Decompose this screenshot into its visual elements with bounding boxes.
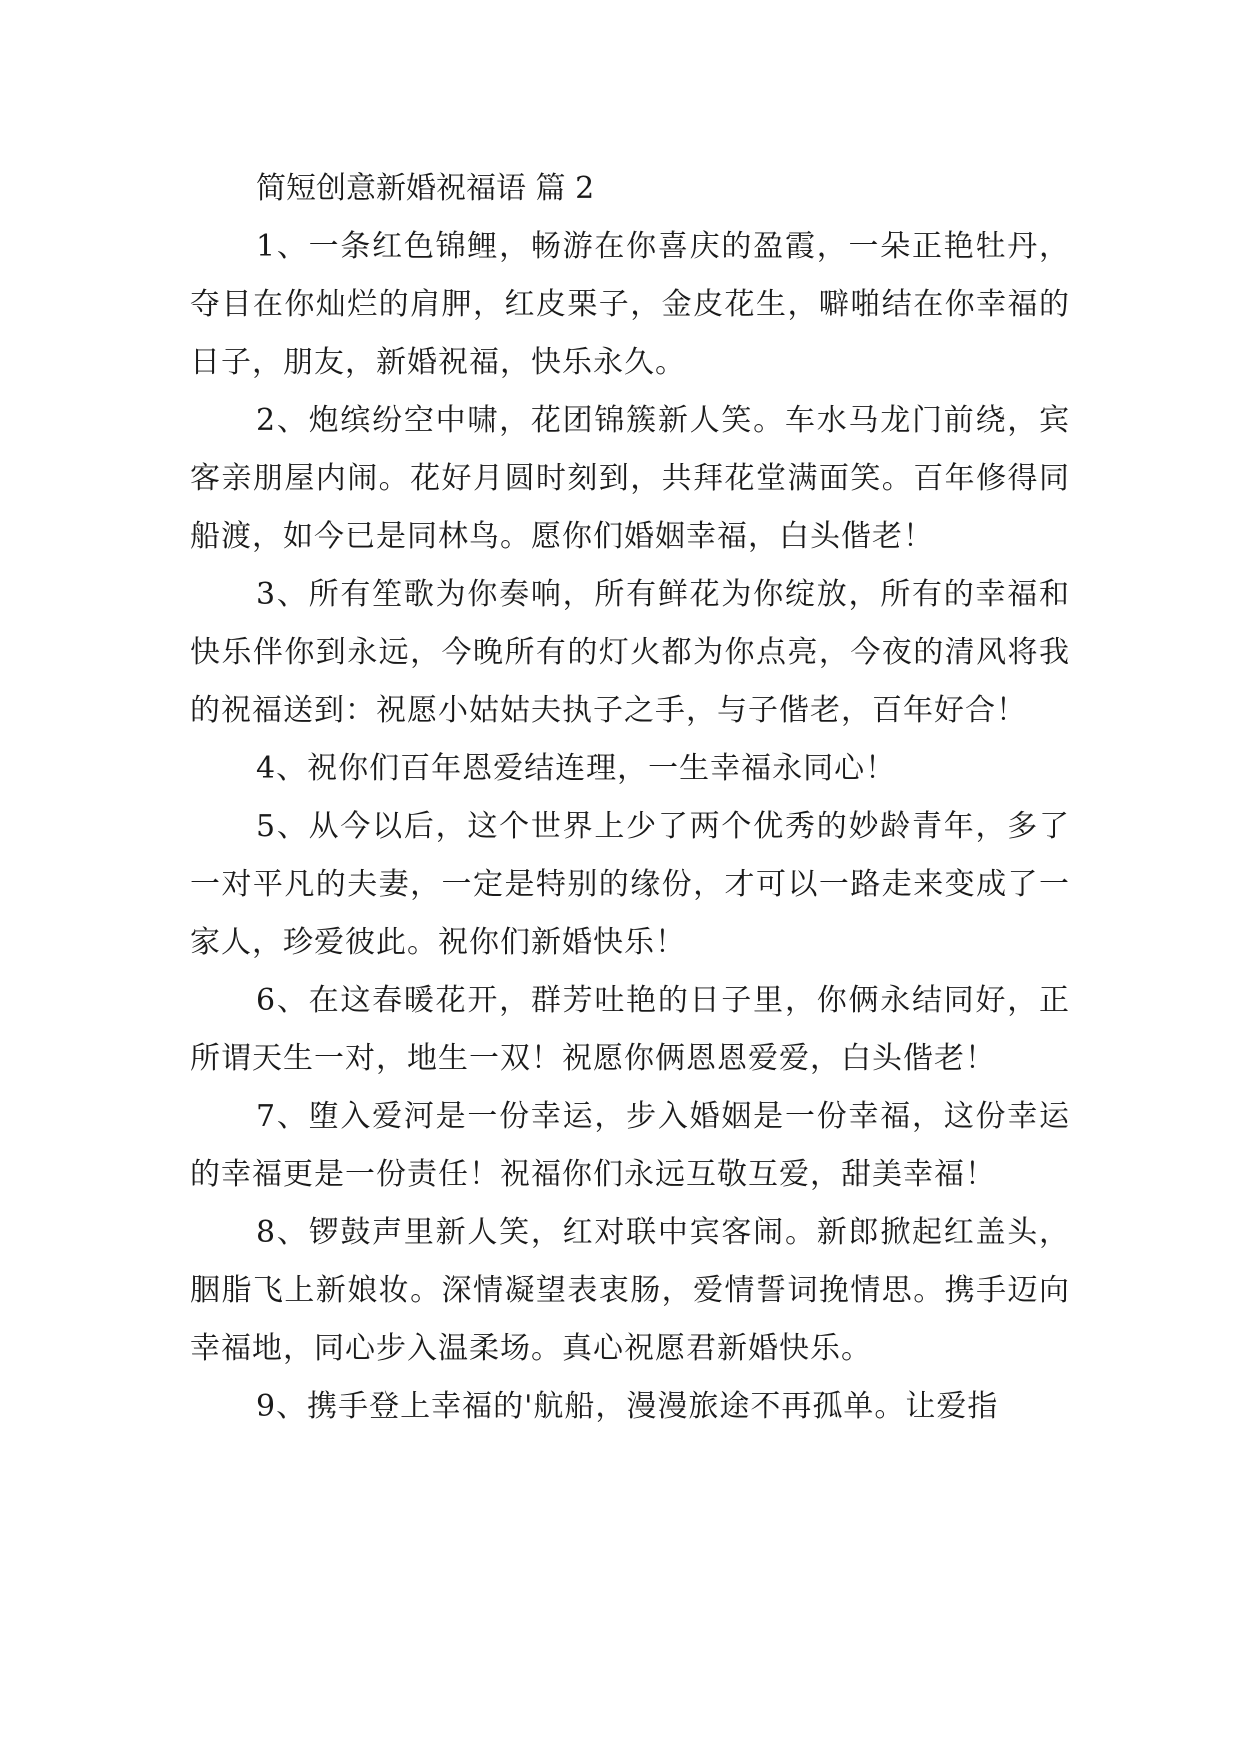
paragraph-6: 6、在这春暖花开，群芳吐艳的日子里，你俩永结同好，正所谓天生一对，地生一双！祝愿你俩恩恩爱爱，白头偕老！ bbox=[190, 983, 1070, 1076]
paragraph-5: 5、从今以后，这个世界上少了两个优秀的妙龄青年，多了一对平凡的夫妻，一定是特别的缘份，才可以一路走来变成了一家人，珍爱彼此。祝你们新婚快乐！ bbox=[190, 809, 1070, 960]
paragraph-8: 8、锣鼓声里新人笑，红对联中宾客闹。新郎掀起红盖头，胭脂飞上新娘妆。深情凝望表衷肠，爱情誓词挽情思。携手迈向幸福地，同心步入温柔场。真心祝愿君新婚快乐。 bbox=[190, 1215, 1070, 1366]
paragraph-4: 4、祝你们百年恩爱结连理，一生幸福永同心！ bbox=[256, 751, 897, 786]
document-body bbox=[190, 160, 1070, 1436]
paragraph-1: 1、一条红色锦鲤，畅游在你喜庆的盈霞，一朵正艳牡丹，夺目在你灿烂的肩胛，红皮栗子，金皮花生，噼啪结在你幸福的日子，朋友，新婚祝福，快乐永久。 bbox=[190, 229, 1070, 380]
paragraph-7: 7、堕入爱河是一份幸运，步入婚姻是一份幸福，这份幸运的幸福更是一份责任！祝福你们永远互敬互爱，甜美幸福！ bbox=[190, 1099, 1070, 1192]
paragraph-9: 9、携手登上幸福的'航船，漫漫旅途不再孤单。让爱指 bbox=[256, 1389, 999, 1424]
paragraph-2: 2、炮缤纷空中啸，花团锦簇新人笑。车水马龙门前绕，宾客亲朋屋内闹。花好月圆时刻到，共拜花堂满面笑。百年修得同船渡，如今已是同林鸟。愿你们婚姻幸福，白头偕老！ bbox=[190, 403, 1070, 554]
document-title: 简短创意新婚祝福语 篇 2 bbox=[256, 171, 595, 206]
paragraph-3: 3、所有笙歌为你奏响，所有鲜花为你绽放，所有的幸福和快乐伴你到永远，今晚所有的灯火都为你点亮，今夜的清风将我的祝福送到：祝愿小姑姑夫执子之手，与子偕老，百年好合！ bbox=[190, 577, 1070, 728]
